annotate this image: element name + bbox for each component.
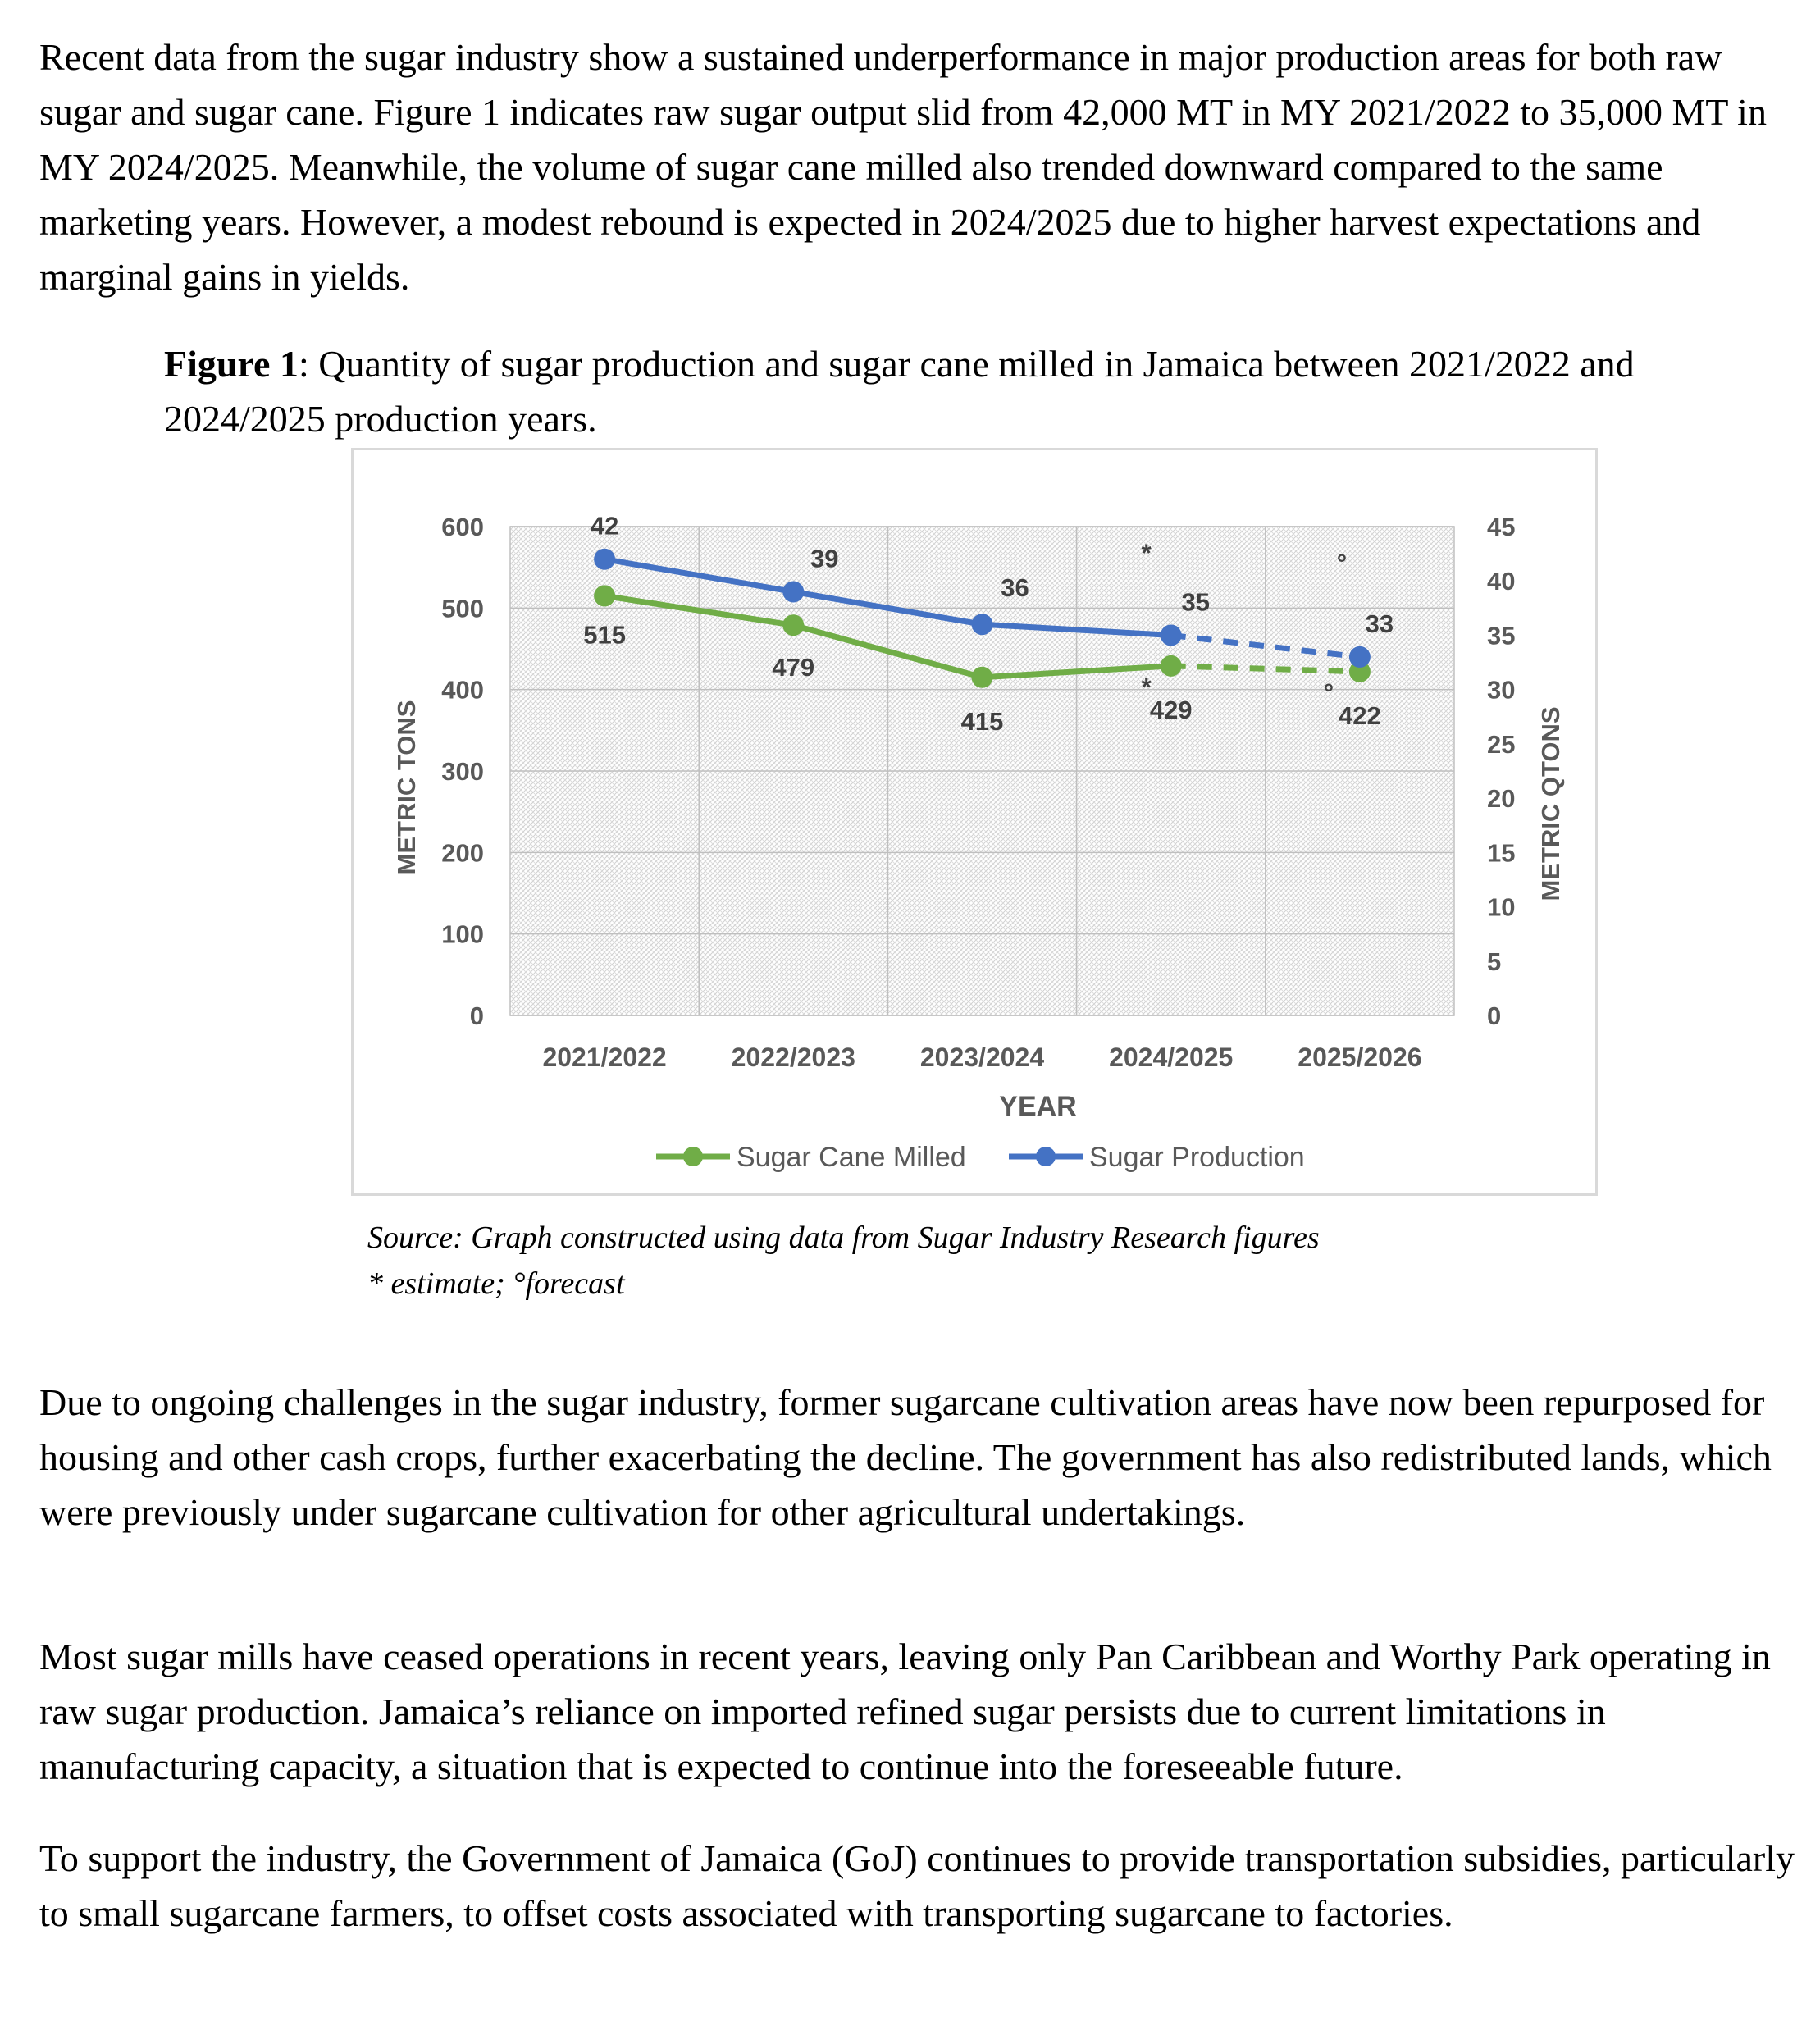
figure-caption-text: : Quantity of sugar production and sugar cane milled in Jamaica between 2021/2022 and 2024/2025 production years. <box>164 343 1635 440</box>
right-tick-label: 15 <box>1487 838 1516 868</box>
data-label: 422 <box>1339 700 1381 730</box>
data-label: 515 <box>583 620 626 650</box>
left-tick-label: 300 <box>441 757 484 786</box>
data-label: 35 <box>1181 587 1210 617</box>
data-point <box>782 581 804 602</box>
data-label: 429 <box>1149 695 1193 724</box>
left-axis-title: METRIC TONS <box>392 700 421 875</box>
left-tick-label: 600 <box>441 513 484 541</box>
data-point <box>972 667 993 688</box>
right-tick-label: 20 <box>1487 784 1516 814</box>
x-tick-label: 2021/2022 <box>542 1043 667 1072</box>
figure-caption <box>164 336 1788 446</box>
right-tick-label: 10 <box>1487 892 1516 922</box>
figure-note: * estimate; °forecast <box>367 1266 625 1301</box>
right-tick-label: 0 <box>1487 1001 1502 1030</box>
estimate-marker: ° <box>1336 548 1348 577</box>
right-tick-label: 40 <box>1487 567 1516 596</box>
figure-source: Source: Graph constructed using data from Sugar Industry Research figures <box>367 1220 1320 1255</box>
right-tick-label: 35 <box>1487 621 1516 650</box>
legend-label: Sugar Cane Milled <box>737 1142 966 1173</box>
left-tick-label: 200 <box>441 838 484 868</box>
data-point <box>1349 646 1371 668</box>
data-point <box>1161 624 1182 646</box>
left-tick-label: 500 <box>441 594 484 623</box>
x-tick-label: 2023/2024 <box>919 1043 1045 1072</box>
sugar-chart <box>351 448 1598 1196</box>
data-label: 42 <box>590 511 619 541</box>
data-point <box>1161 655 1182 677</box>
data-point <box>594 549 615 570</box>
estimate-marker: * <box>1141 538 1152 568</box>
left-tick-label: 400 <box>441 675 484 705</box>
x-tick-label: 2024/2025 <box>1109 1043 1234 1072</box>
legend-swatch-marker <box>1036 1147 1056 1166</box>
data-point <box>594 585 615 606</box>
estimate-marker: * <box>1141 672 1152 701</box>
data-label: 479 <box>772 653 815 682</box>
legend-label: Sugar Production <box>1089 1142 1305 1173</box>
paragraph-sugar-mills: Most sugar mills have ceased operations in recent years, leaving only Pan Caribbean and Worthy Park operating in raw sugar production. Jamaica’s reliance on imported refined sugar persists due to current limitations in manufacturing capacity, a situation that is expected to continue into the foreseeable future. <box>39 1636 1771 1787</box>
figure-label: Figure 1 <box>164 343 299 385</box>
right-tick-label: 5 <box>1487 947 1502 976</box>
right-tick-label: 45 <box>1487 513 1516 541</box>
right-axis-title: METRIC QTONS <box>1536 706 1565 901</box>
right-tick-label: 25 <box>1487 729 1516 759</box>
estimate-marker: ° <box>1323 678 1334 707</box>
intro-paragraph: Recent data from the sugar industry show a sustained underperformance in major production areas for both raw sugar and sugar cane. Figure 1 indicates raw sugar output slid from 42,000 MT in MY 2021/2022 to 35,000 MT in MY 2024/2025. Meanwhile, the volume of sugar cane milled also trended downward compared to the same marketing years. However, a modest rebound is expected in 2024/2025 due to higher harvest expectations and marginal gains in yields. <box>39 36 1767 298</box>
data-label: 415 <box>960 706 1004 736</box>
left-tick-label: 0 <box>469 1001 484 1030</box>
x-tick-label: 2022/2023 <box>731 1043 855 1072</box>
data-label: 33 <box>1365 609 1394 638</box>
paragraph-land-use: Due to ongoing challenges in the sugar industry, former sugarcane cultivation areas have now been repurposed for housing and other cash crops, further exacerbating the decline. The government has also redistributed lands, which were previously under sugarcane cultivation for other agricultural undertakings. <box>39 1381 1772 1533</box>
data-label: 39 <box>810 544 839 573</box>
x-tick-label: 2025/2026 <box>1298 1043 1422 1072</box>
x-axis-title: YEAR <box>999 1091 1077 1122</box>
data-point <box>972 614 993 635</box>
left-tick-label: 100 <box>441 919 484 949</box>
right-tick-label: 30 <box>1487 675 1516 705</box>
data-label: 36 <box>1001 573 1029 603</box>
data-point <box>782 614 804 636</box>
legend-swatch-marker <box>683 1147 703 1166</box>
paragraph-subsidies: To support the industry, the Government of Jamaica (GoJ) continues to provide transportation subsidies, particularly to small sugarcane farmers, to offset costs associated with transporting sugarcane to factories. <box>39 1837 1795 1934</box>
